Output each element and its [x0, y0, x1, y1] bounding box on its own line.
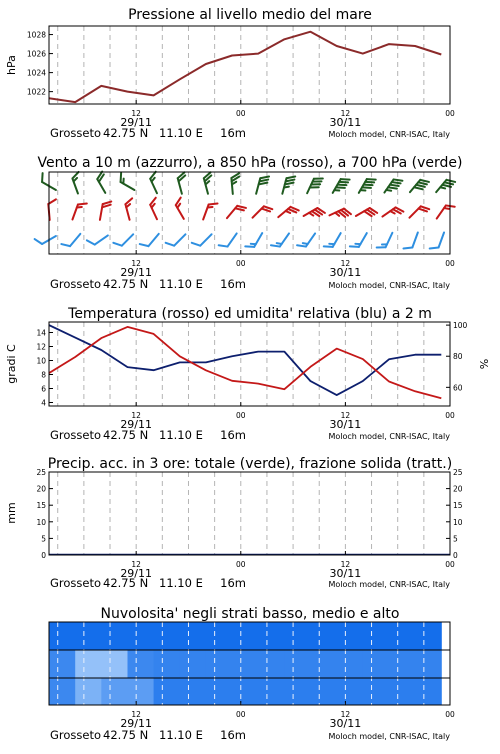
cloud-cell-alto-13 [389, 622, 416, 650]
pressure-line [49, 32, 441, 102]
precip-xtick-label-3: 00 [445, 560, 455, 569]
precip-station-lat: 42.75 N [103, 576, 148, 590]
wind-station-elev: 16m [220, 277, 246, 291]
cloud-cell-medio-14 [415, 650, 442, 678]
clouds-station-elev: 16m [220, 728, 246, 742]
wind-barb-2-15-staff [439, 232, 444, 247]
wind-barb-2-2 [87, 229, 108, 247]
wind-barb-0-1 [71, 172, 85, 194]
wind-model-credit: Moloch model, CNR-ISAC, Italy [328, 281, 450, 290]
wind-barb-2-1-feather-0 [61, 241, 70, 249]
temp-ytick-label-0: 4 [41, 399, 46, 408]
clouds-station-lon: 11.10 E [159, 728, 203, 742]
precip-right-ytick-label-5: 25 [453, 468, 463, 477]
temp-xtick-label-3: 00 [445, 411, 455, 420]
wind-barb-2-15 [430, 230, 444, 252]
wind-barb-1-11 [329, 207, 351, 223]
wind-date-label-0: 29/11 [120, 266, 152, 279]
temp-ytick-label-2: 8 [41, 371, 46, 380]
pressure-xtick-label-0: 12 [131, 109, 141, 118]
panel-pressure [5, 7, 455, 140]
cloud-cell-alto-8 [258, 622, 285, 650]
temp-station-elev: 16m [220, 428, 246, 442]
wind-barb-1-9 [278, 204, 298, 223]
cloud-cover-cells [49, 622, 442, 705]
wind-barb-1-5-feather-0 [174, 198, 183, 205]
wind-barb-2-0 [35, 229, 56, 246]
wind-barb-0-12 [359, 176, 376, 197]
wind-barb-2-10 [297, 229, 315, 250]
pressure-station-lon: 11.10 E [159, 126, 203, 140]
pressure-xtick-label-1: 00 [236, 109, 246, 118]
rh-ylabel: % [478, 359, 491, 369]
wind-barb-1-6 [203, 201, 217, 223]
temp-date-label-1: 30/11 [330, 418, 362, 431]
precip-ytick-label-2: 10 [36, 518, 46, 527]
pressure-ytick-label-3: 1028 [27, 31, 46, 40]
wind-date-label-1: 30/11 [330, 266, 362, 279]
cloud-cell-alto-12 [363, 622, 390, 650]
cloud-cell-basso-11 [337, 678, 364, 705]
wind-barb-0-11 [333, 176, 350, 197]
cloud-cell-alto-3 [128, 622, 155, 650]
cloud-cell-alto-7 [232, 622, 259, 650]
precip-station-elev: 16m [220, 576, 246, 590]
wind-barb-2-15-feather-0 [430, 245, 439, 251]
wind-barb-2-12 [350, 229, 367, 250]
wind-barb-2-14-feather-0 [403, 245, 412, 251]
wind-barb-2-9 [271, 229, 289, 250]
wind-barb-0-5 [177, 172, 190, 193]
pressure-station-elev: 16m [220, 126, 246, 140]
cloud-cell-alto-5 [180, 622, 207, 650]
wind-barb-2-2-feather-0 [87, 238, 95, 247]
cloud-cell-basso-0 [49, 678, 76, 705]
wind-barb-2-7-staff [228, 233, 237, 246]
cloud-cell-medio-6 [206, 650, 233, 678]
clouds-date-label-1: 30/11 [330, 717, 362, 730]
clouds-xtick-label-1: 00 [236, 710, 246, 719]
precip-model-credit: Moloch model, CNR-ISAC, Italy [328, 580, 450, 589]
temp-ytick-label-5: 14 [36, 329, 46, 338]
pressure-frame [49, 26, 450, 104]
temp-xtick-label-0: 12 [131, 411, 141, 420]
wind-barb-2-8 [245, 229, 262, 250]
clouds-date-label-0: 29/11 [120, 717, 152, 730]
wind-barb-1-3 [124, 198, 137, 219]
temp-footer [50, 428, 450, 442]
wind-barb-2-3-staff [122, 234, 133, 245]
cloud-cell-alto-4 [154, 622, 181, 650]
cloud-cell-medio-8 [258, 650, 285, 678]
cloud-cell-alto-11 [337, 622, 364, 650]
pressure-ytick-label-1: 1024 [27, 69, 46, 78]
panel-wind [35, 155, 463, 291]
pressure-station-lat: 42.75 N [103, 126, 148, 140]
wind-barb-2-5-feather-0 [166, 240, 174, 248]
cloud-cell-basso-6 [206, 678, 233, 705]
wind-barb-2-0-feather-0 [35, 237, 42, 246]
pressure-model-credit: Moloch model, CNR-ISAC, Italy [328, 130, 450, 139]
cloud-cell-medio-3 [128, 650, 155, 678]
precip-title: Precip. acc. in 3 ore: totale (verde), frazione solida (tratt.) [48, 456, 452, 472]
wind-barb-0-15 [436, 177, 455, 197]
precip-station-name: Grosseto [50, 576, 101, 590]
cloud-cell-medio-7 [232, 650, 259, 678]
cloud-cell-medio-13 [389, 650, 416, 678]
cloud-cell-basso-10 [311, 678, 338, 705]
temp-xtick-label-1: 00 [236, 411, 246, 420]
cloud-cell-medio-12 [363, 650, 390, 678]
cloud-cell-medio-1 [75, 650, 102, 678]
precip-xtick-label-1: 00 [236, 560, 246, 569]
temp-rh-series [49, 325, 442, 398]
cloud-cell-medio-2 [101, 650, 128, 678]
cloud-cell-medio-4 [154, 650, 181, 678]
cloud-cell-basso-8 [258, 678, 285, 705]
wind-barb-2-6 [192, 229, 212, 249]
clouds-xtick-label-0: 12 [131, 710, 141, 719]
wind-barb-1-13 [382, 205, 403, 223]
precip-right-ytick-label-2: 10 [453, 518, 463, 527]
precip-ytick-label-5: 25 [36, 468, 46, 477]
wind-barb-2-5 [166, 229, 186, 249]
panel-precipitation [5, 456, 463, 590]
temp-xtick-label-2: 12 [341, 411, 351, 420]
cloud-cell-alto-6 [206, 622, 233, 650]
wind-station-lat: 42.75 N [103, 277, 148, 291]
cloud-cell-basso-3 [128, 678, 155, 705]
clouds-model-credit: Moloch model, CNR-ISAC, Italy [328, 732, 450, 741]
cloud-cell-medio-5 [180, 650, 207, 678]
wind-barb-2-3-feather-0 [113, 240, 121, 248]
wind-barb-1-15 [437, 202, 455, 223]
precip-right-ytick-label-4: 20 [453, 485, 463, 494]
pressure-footer [50, 126, 450, 140]
wind-barb-1-14 [409, 204, 429, 224]
cloud-cell-medio-9 [284, 650, 311, 678]
pressure-ylabel: hPa [5, 55, 18, 75]
wind-barb-1-4-feather-0 [149, 198, 158, 205]
pressure-gridlines [58, 26, 424, 104]
precip-right-ytick-label-1: 5 [453, 534, 458, 543]
wind-barb-1-1 [72, 201, 86, 223]
wind-title: Vento a 10 m (azzurro), a 850 hPa (rosso), a 700 hPa (verde) [37, 155, 462, 171]
cloud-cell-medio-10 [311, 650, 338, 678]
precip-gridlines [58, 472, 424, 555]
pressure-ytick-label-2: 1026 [27, 50, 46, 59]
wind-barb-2-4-staff [148, 234, 158, 246]
wind-barb-2-7-feather-0 [219, 242, 228, 250]
panel-temperature [5, 306, 491, 442]
cloud-cell-basso-7 [232, 678, 259, 705]
wind-barb-0-4-feather-0 [149, 172, 158, 179]
cloud-cell-basso-5 [180, 678, 207, 705]
temp-station-lat: 42.75 N [103, 428, 148, 442]
pressure-station-name: Grosseto [50, 126, 101, 140]
temp-ylabel: gradi C [5, 344, 18, 384]
clouds-station-name: Grosseto [50, 728, 101, 742]
precip-ytick-label-4: 20 [36, 485, 46, 494]
wind-xtick-label-1: 00 [236, 259, 246, 268]
clouds-xtick-label-3: 00 [445, 710, 455, 719]
cloud-cell-alto-0 [49, 622, 76, 650]
clouds-xtick-label-2: 12 [341, 710, 351, 719]
clouds-station-lat: 42.75 N [103, 728, 148, 742]
precip-xtick-label-0: 12 [131, 560, 141, 569]
precip-yticks [36, 468, 462, 560]
rh-ytick-label-1: 80 [453, 352, 463, 361]
wind-barb-0-14 [410, 177, 429, 197]
cloud-cell-alto-14 [415, 622, 442, 650]
pressure-title: Pressione al livello medio del mare [128, 7, 372, 23]
cloud-cell-basso-4 [154, 678, 181, 705]
precip-ytick-label-3: 15 [36, 501, 46, 510]
temp-station-lon: 11.10 E [159, 428, 203, 442]
wind-barb-2-4 [140, 229, 159, 249]
wind-barb-2-14-staff [412, 232, 417, 247]
wind-station-lon: 11.10 E [159, 277, 203, 291]
precip-ytick-label-1: 5 [41, 534, 46, 543]
clouds-title: Nuvolosita' negli strati basso, medio e alto [101, 606, 400, 622]
pressure-date-label-1: 30/11 [330, 116, 362, 129]
wind-station-name: Grosseto [50, 277, 101, 291]
cloud-cell-basso-2 [101, 678, 128, 705]
pressure-xtick-label-3: 00 [445, 109, 455, 118]
temp-ytick-label-4: 12 [36, 343, 46, 352]
precip-xtick-label-2: 12 [341, 560, 351, 569]
wind-barb-2-5-staff [174, 234, 185, 245]
cloud-cell-medio-0 [49, 650, 76, 678]
precip-date-label-0: 29/11 [120, 567, 152, 580]
cloud-cell-basso-1 [75, 678, 102, 705]
cloud-cell-basso-14 [415, 678, 442, 705]
wind-barb-0-6 [203, 172, 216, 193]
wind-barb-0-7 [231, 173, 241, 194]
wind-barb-2-6-feather-0 [192, 240, 200, 248]
temp-model-credit: Moloch model, CNR-ISAC, Italy [328, 432, 450, 441]
wind-barb-2-4-feather-0 [140, 241, 149, 249]
precip-right-ytick-label-0: 0 [453, 551, 458, 560]
pressure-series [49, 32, 442, 103]
temp-line [49, 327, 441, 398]
cloud-cell-alto-10 [311, 622, 338, 650]
wind-barb-2-1 [61, 229, 80, 249]
wind-barb-0-1-feather-0 [71, 172, 80, 178]
wind-barb-0-13 [384, 176, 402, 197]
wind-barb-0-0-feather-0 [39, 173, 46, 182]
precip-right-ytick-label-3: 15 [453, 501, 463, 510]
cloud-cell-basso-9 [284, 678, 311, 705]
wind-xtick-label-3: 00 [445, 259, 455, 268]
wind-barb-2-13 [377, 229, 393, 251]
wind-barb-1-3-feather-0 [124, 198, 133, 204]
cloud-cell-medio-11 [337, 650, 364, 678]
wind-barb-2-7 [219, 229, 237, 250]
precip-footer [50, 576, 450, 590]
precip-frame [49, 472, 450, 555]
temp-station-name: Grosseto [50, 428, 101, 442]
wind-barb-2-1-staff [70, 234, 80, 246]
temp-ytick-label-1: 6 [41, 385, 46, 394]
rh-yticks [446, 321, 468, 392]
wind-barb-1-10 [304, 206, 325, 223]
wind-barb-0-3 [117, 173, 138, 190]
wind-footer [50, 277, 450, 291]
wind-barb-2-3 [113, 229, 133, 249]
wind-barb-2-6-staff [200, 234, 211, 245]
precip-ylabel: mm [5, 502, 18, 523]
pressure-ytick-label-0: 1022 [27, 88, 46, 97]
precip-ytick-label-0: 0 [41, 551, 46, 560]
wind-barb-1-7 [227, 203, 246, 223]
precip-station-lon: 11.10 E [159, 576, 203, 590]
cloud-cell-alto-9 [284, 622, 311, 650]
pressure-date-label-0: 29/11 [120, 116, 152, 129]
wind-barb-0-10 [307, 175, 323, 197]
wind-xtick-label-2: 12 [341, 259, 351, 268]
wind-barb-2-14 [403, 230, 417, 252]
wind-barb-2-2-staff [95, 235, 108, 244]
temp-ytick-label-3: 10 [36, 357, 46, 366]
wind-barb-1-12 [356, 206, 377, 223]
wind-barbs [35, 172, 456, 252]
precip-date-label-1: 30/11 [330, 567, 362, 580]
clouds-footer [50, 728, 450, 742]
temp-date-label-0: 29/11 [120, 418, 152, 431]
cloud-cell-alto-2 [101, 622, 128, 650]
rh-ytick-label-2: 100 [453, 321, 468, 330]
wind-xtick-label-0: 12 [131, 259, 141, 268]
cloud-cell-basso-13 [389, 678, 416, 705]
temp-title: Temperatura (rosso) ed umidita' relativa (blu) a 2 m [67, 306, 432, 322]
wind-barb-1-8 [253, 204, 273, 224]
temp-yticks [36, 329, 53, 408]
wind-barb-2-11 [324, 229, 341, 250]
panel-clouds [49, 606, 455, 742]
pressure-xtick-label-2: 12 [341, 109, 351, 118]
cloud-cell-basso-12 [363, 678, 390, 705]
cloud-cell-alto-1 [75, 622, 102, 650]
rh-ytick-label-0: 60 [453, 383, 463, 392]
